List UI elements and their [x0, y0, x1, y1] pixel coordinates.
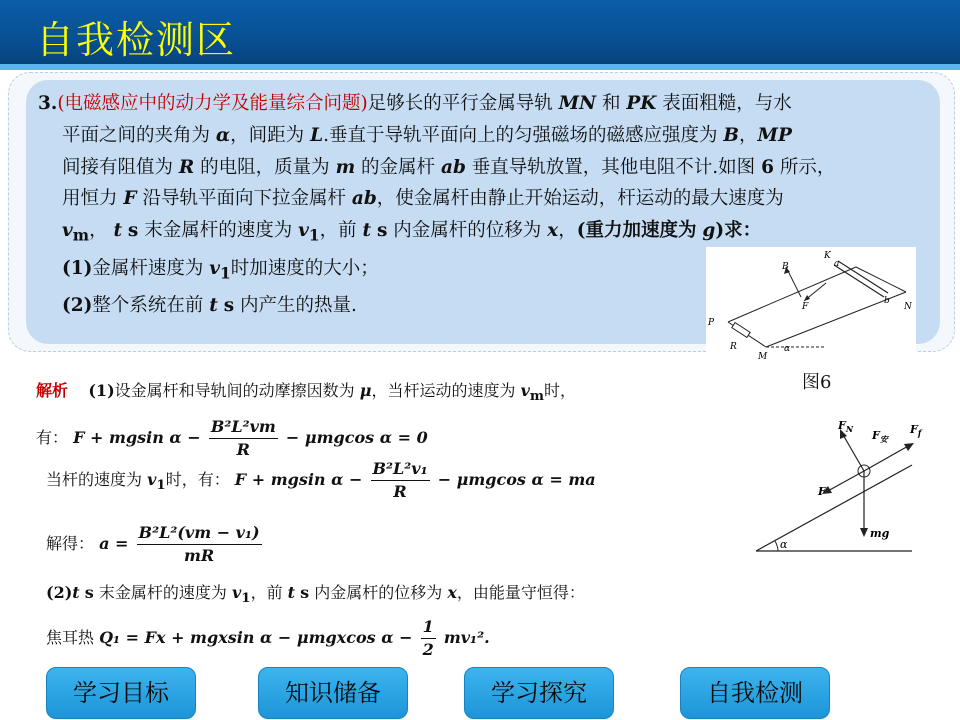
solution-line-1: 解析 (1)设金属杆和导轨间的动摩擦因数为 μ，当杆运动的速度为 $v_m$时，	[36, 381, 576, 405]
nav-learning-goals-button[interactable]: 学习目标	[46, 667, 196, 719]
fig6-label-B: B	[782, 262, 789, 272]
fig6-label-b: b	[884, 296, 890, 306]
question-part-2: (2)整个系统在前 t s 内产生的热量.	[62, 295, 357, 317]
nav-explore-button[interactable]: 学习探究	[464, 667, 614, 719]
fig6-label-F: F	[802, 302, 809, 312]
solution-line-2: (2)t s 末金属杆的速度为 $v_1$，前 t s 内金属杆的位移为 x，由能量守恒得：	[46, 583, 585, 607]
question-line-1: 3.(电磁感应中的动力学及能量综合问题)足够长的平行金属导轨 MN 和 PK 表面粗糙，与水	[38, 93, 792, 114]
page-title: 自我检测区	[36, 18, 237, 62]
fig6-label-M: M	[758, 352, 768, 362]
equation-4: 焦耳热 Q₁ = Fx + mgxsin α − μmgxcos α − $\frac{1}{2}$ mv₁².	[46, 617, 490, 659]
force-label-FN: $F_N$	[838, 419, 854, 434]
force-label-mg: mg	[870, 527, 890, 540]
question-line-5: $v_m$， t s 末金属杆的速度为 $v_1$，前 t s 内金属杆的位移为 x，(重力加速度为 g)求：	[62, 220, 762, 245]
rails-diagram-svg	[706, 247, 916, 362]
header-bar	[0, 0, 960, 70]
question-line-4: 用恒力 F 沿导轨平面向下拉金属杆 ab，使金属杆由静止开始运动，杆运动的最大速度为	[62, 188, 784, 210]
nav-self-test-button[interactable]: 自我检测	[680, 667, 830, 719]
nav-knowledge-button[interactable]: 知识储备	[258, 667, 408, 719]
eq1-fraction: $\frac{\text{B²L²vm}}{R}$	[210, 417, 276, 459]
eq4-fraction: $\frac{1}{2}$	[422, 617, 434, 659]
question-line-3: 间接有阻值为 R 的电阻，质量为 m 的金属杆 ab 垂直导轨放置，其他电阻不计.如图 6 所示，	[62, 156, 836, 178]
fig6-label-P: P	[708, 318, 715, 328]
equation-3: 解得： a = $\frac{\text{B²L²(vm − v₁)}}{mR}$	[46, 523, 260, 565]
fig6-label-N: N	[904, 302, 912, 312]
question-part-1: (1)金属杆速度为 $v_1$时加速度的大小；	[62, 257, 379, 283]
fig6-label-R: R	[730, 342, 737, 352]
fig6-label-a: a	[834, 259, 840, 269]
force-diagram-svg	[752, 415, 922, 560]
force-diagram	[752, 415, 922, 560]
fig6-label-K: K	[824, 251, 831, 261]
solution-label: 解析	[36, 381, 69, 400]
eq3-fraction: $\frac{\text{B²L²(vm − v₁)}}{mR}$	[138, 523, 260, 565]
force-label-F: F	[818, 485, 826, 498]
force-label-alpha: α	[780, 538, 788, 551]
eq2-fraction: $\frac{\text{B²L²v₁}}{R}$	[372, 459, 428, 501]
question-line-2: 平面之间的夹角为 α，间距为 L.垂直于导轨平面向上的匀强磁场的磁感应强度为 B，MP	[62, 124, 792, 146]
figure-6-caption: 图6	[802, 372, 832, 393]
force-label-Ff: $F_f$	[910, 423, 922, 438]
equation-2: 当杆的速度为 $v_1$时，有： F + mgsin α − $\frac{\text{B²L²v₁}}{R}$ − μmgcos α = ma	[46, 459, 596, 501]
force-label-Fan: $F_安$	[872, 429, 888, 444]
equation-1: 有： F + mgsin α − $\frac{\text{B²L²vm}}{R}$ − μmgcos α = 0	[36, 417, 428, 459]
question-topic: (电磁感应中的动力学及能量综合问题)	[57, 93, 368, 114]
fig6-label-alpha: α	[784, 344, 791, 354]
figure-6-diagram	[706, 247, 916, 362]
header-underline	[0, 64, 960, 70]
